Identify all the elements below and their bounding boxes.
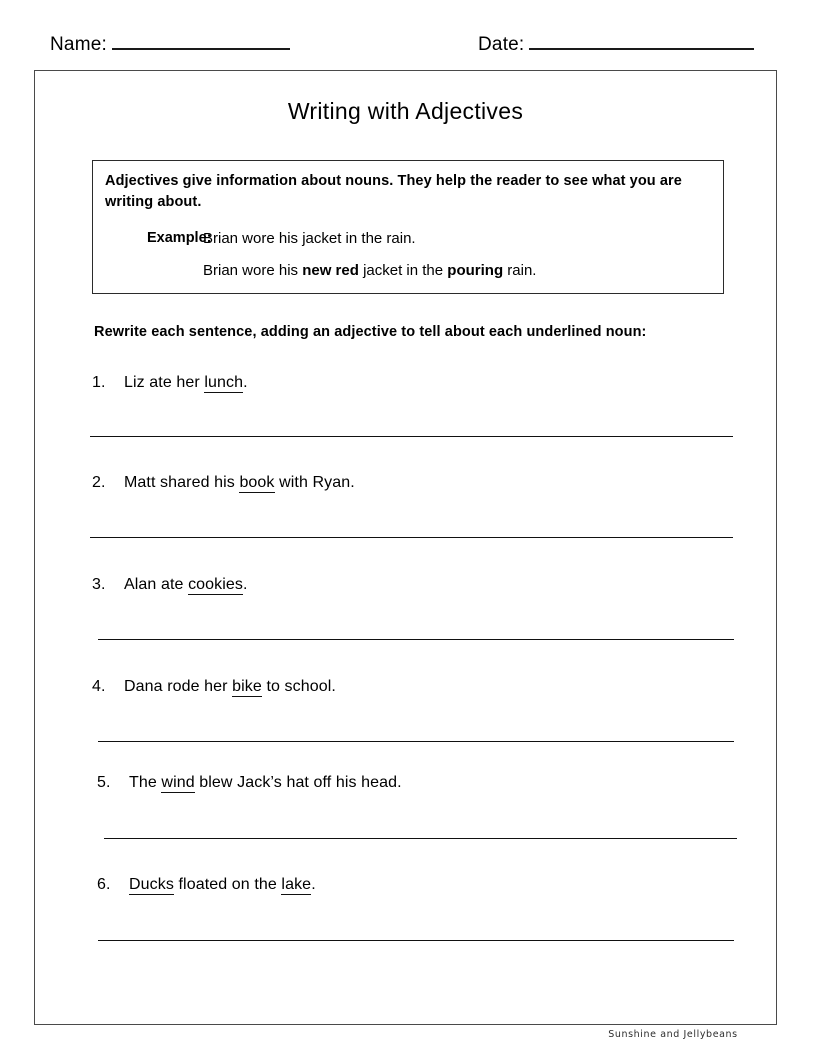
answer-write-line[interactable] [98,940,734,941]
question-sentence [124,374,248,392]
question-number: 3. [92,576,106,593]
answer-write-line[interactable] [98,741,734,742]
question-sentence [124,576,248,594]
page-title: Writing with Adjectives [287,98,524,124]
date-field[interactable] [478,34,754,56]
question-item [97,774,402,792]
date-write-line[interactable] [529,35,754,50]
question-item [92,576,248,594]
sentence-fragment: Alan ate [124,576,189,593]
answer-write-line[interactable] [90,537,733,538]
underlined-noun: bike [232,678,262,695]
sentence-fragment: The [129,774,162,791]
example-label: Example: [147,230,212,247]
sentence-fragment: to school. [261,678,336,695]
example-adjective-pouring: pouring [447,262,504,280]
sentence-fragment: floated on the [173,876,282,893]
question-number: 1. [92,374,106,391]
answer-write-line[interactable] [98,639,734,640]
underlined-noun: lunch [204,374,244,391]
question-number: 4. [92,678,106,695]
question-item [92,374,248,392]
question-number: 5. [97,774,111,791]
example-row-plain [105,230,711,247]
underlined-noun: Ducks [129,876,174,893]
sentence-fragment: . [243,576,248,593]
adjective-definition: Adjectives give information about nouns. They help the reader to see what you are writing about. [105,173,682,211]
sentence-fragment: Matt shared his [124,474,240,491]
underlined-noun: lake [281,876,312,893]
question-sentence [124,678,336,696]
instruction-box [92,160,724,294]
sentence-fragment: . [311,876,316,893]
header-fields [0,34,816,64]
example-middle: jacket in the [358,262,448,280]
directions-text: Rewrite each sentence, adding an adjective to tell about each underlined noun: [94,324,647,340]
question-item [97,876,316,894]
underlined-noun: book [239,474,275,491]
name-field[interactable] [50,34,290,56]
example-sentence-adjectives [203,262,536,279]
question-number: 6. [97,876,111,893]
example-sentence-plain: Brian wore his jacket in the rain. [203,230,416,248]
name-label: Name: [50,34,107,55]
credit-text: Sunshine and Jellybeans [608,1029,738,1040]
sentence-fragment: . [243,374,248,391]
sentence-fragment: Dana rode her [124,678,233,695]
name-write-line[interactable] [112,35,290,50]
question-sentence [129,876,316,894]
date-label: Date: [478,34,525,55]
question-sentence [129,774,402,792]
example-row-adjectives [105,262,711,279]
question-item [92,678,336,696]
answer-write-line[interactable] [90,436,733,437]
question-number: 2. [92,474,106,491]
example-prefix: Brian wore his [203,262,303,280]
example-adjective-new-red: new red [302,262,359,280]
answer-write-line[interactable] [104,838,737,839]
sentence-fragment: with Ryan. [274,474,355,491]
sentence-fragment: blew Jack’s hat off his head. [194,774,402,791]
question-sentence [124,474,355,492]
question-item [92,474,355,492]
underlined-noun: cookies [188,576,244,593]
underlined-noun: wind [161,774,195,791]
example-suffix: rain. [503,262,537,280]
sentence-fragment: Liz ate her [124,374,205,391]
example-label-spacer [105,262,203,279]
